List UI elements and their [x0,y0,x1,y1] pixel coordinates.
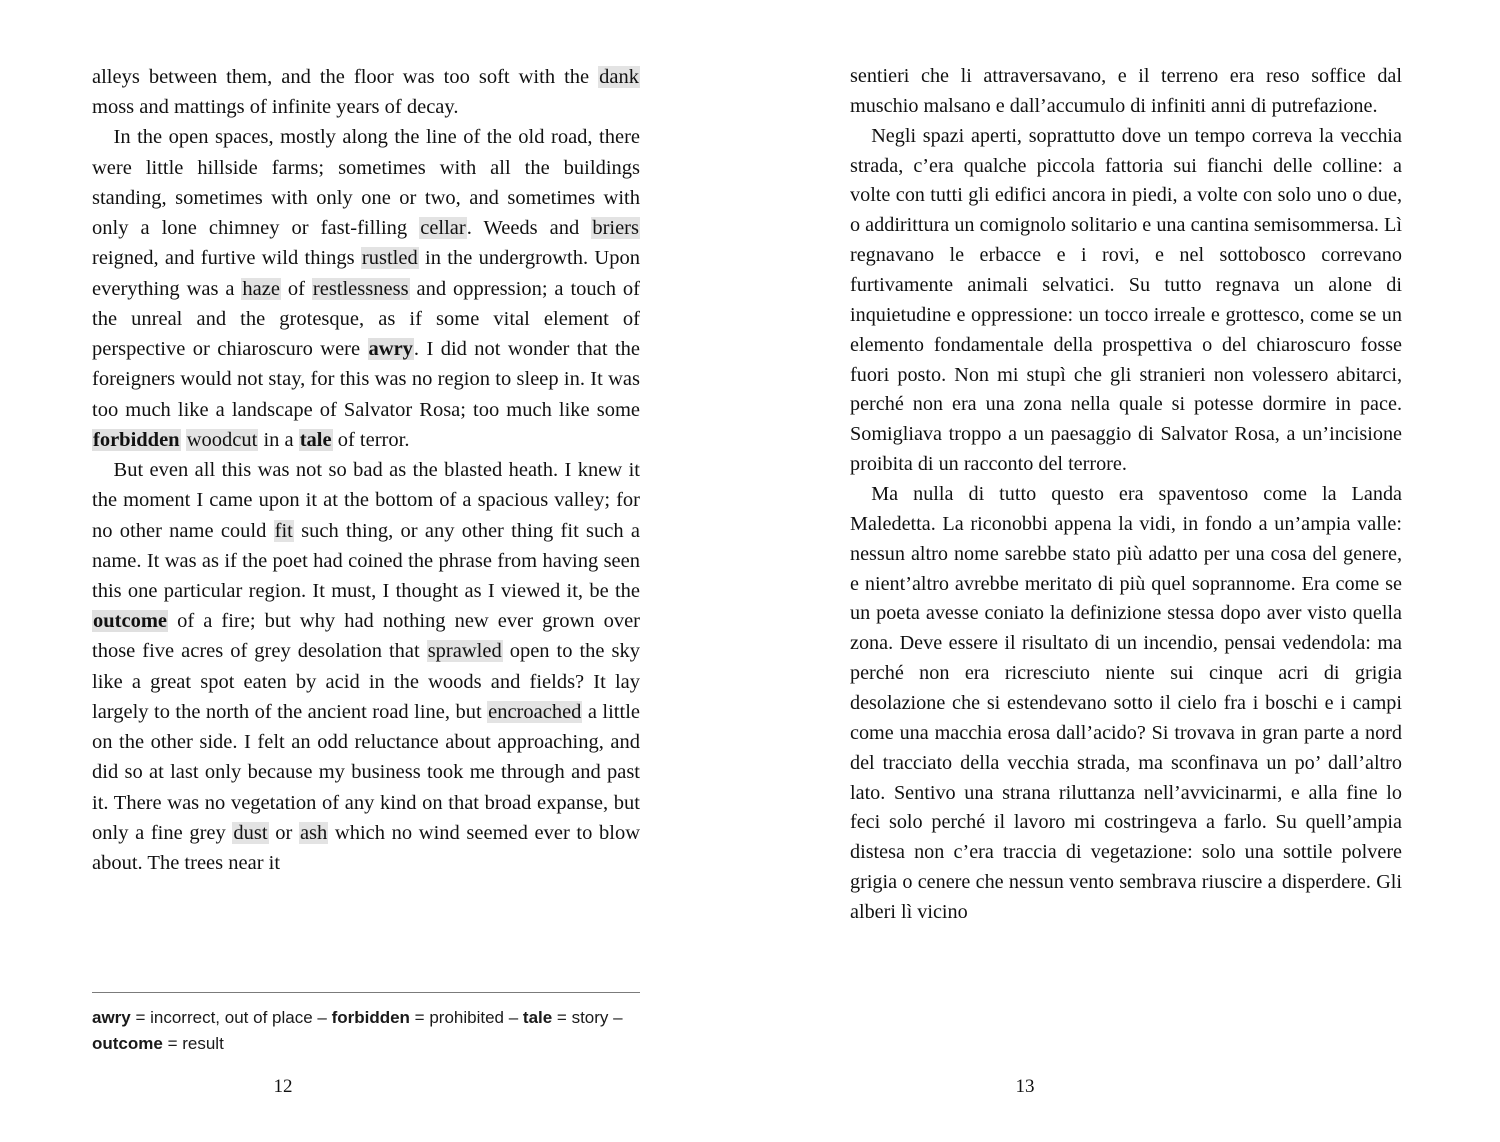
vocabulary-highlight: haze [242,277,280,300]
vocabulary-highlight: sprawled [427,640,502,663]
glossary-term: awry [92,1008,131,1027]
glossary-term: forbidden [331,1008,410,1027]
vocabulary-highlight: ash [299,821,328,844]
vocabulary-highlight: woodcut [186,428,258,451]
vocabulary-highlight: encroached [488,700,582,723]
paragraph: alleys between them, and the floor was too soft with the dank moss and mattings of infinite years of decay. [92,66,639,119]
vocabulary-highlight: briers [592,217,639,240]
vocabulary-highlight: dust [233,821,268,844]
glossary-definition: = prohibited – [409,1008,523,1027]
left-page-body [92,62,640,878]
paragraph: In the open spaces, mostly along the line of the old road, there were little hillside farms; sometimes with all the buildings standing, sometimes with only one or two, and sometimes with only a lone chimney or fast-filling cellar. Weeds and briers reigned, and furtive wild things rustled in the undergrowth. Upon everything was a haze of restlessness and oppression; a touch of the unreal and the grotesque, as if some vital element of perspective or chiaroscuro were awry. I did not wonder that the foreigners would not stay, for this was no region to sleep in. It was too much like a landscape of Salvator Rosa; too much like some forbidden woodcut in a tale of terror. [92,126,640,451]
vocabulary-highlight: cellar [420,217,466,240]
glossary-term-highlight: awry [368,338,413,361]
page-number-right: 13 [1015,1076,1035,1097]
glossary-term: outcome [92,1034,163,1054]
paragraph: But even all this was not so bad as the blasted heath. I knew it the moment I came upon it at the bottom of a spacious valley; for no other name could fit such thing, or any other thing fit such a name. It was as if the poet had coined the phrase from having seen this one particular region. It must, I thought as I viewed it, be the outcome of a fire; but why had nothing new ever grown over those five acres of grey desolation that sprawled open to the sky like a great spot eaten by acid in the woods and fields? It lay largely to the north of the ancient road line, but encroached a little on the other side. I felt an odd reluctance about approaching, and did so at last only because my business took me through and past it. There was no vegetation of any kind on that broad expanse, but only a fine grey dust or ash which no wind seemed ever to blow about. The trees near it [92,459,641,875]
page-number-left: 12 [273,1076,293,1097]
right-page-body [850,62,1402,928]
glossary-term: tale [522,1008,553,1027]
glossary-entries [92,1008,623,1053]
paragraph: Ma nulla di tutto questo era spaventoso come la Landa Maledetta. La riconobbi appena la vidi, in fondo a un’ampia valle: nessun altro nome sarebbe stato più adatto per una cosa del genere, e nient’altro avrebbe meritato di più quel soprannome. Era come se un poeta avesse coniato la definizione stessa dopo aver visto quella zona. Deve essere il risultato di un incendio, pensai vedendola: ma perché non era ricresciuto niente sui cinque acri di grigia desolazione che si estendevano sotto il cielo fra i boschi e i campi come una macchia erosa dall’acido? Si trovava in gran parte a nord del tracciato della vecchia strada, ma sconfinava un po’ dall’altro lato. Sentivo una strana riluttanza nell’avvicinarmi, e alla fine lo feci solo perché il lavoro mi costringeva a farlo. Su quell’ampia distesa non c’era traccia di vegetazione: solo una sottile polvere grigia o cenere che nessun vento sembrava riuscire a disperdere. Gli alberi lì vicino [850,483,1402,924]
glossary-term-highlight: outcome [93,610,168,633]
glossary-definition: = incorrect, out of place – [130,1008,332,1027]
page-right [750,0,1500,1142]
glossary-definition: = result [162,1034,224,1054]
glossary-definition: = story – [552,1008,623,1027]
glossary-term-highlight: forbidden [93,428,180,451]
paragraph: sentieri che li attraversavano, e il terreno era reso soffice dal muschio malsano e dall’accumulo di infiniti anni di putrefazione. [850,65,1402,117]
vocabulary-highlight: dank [599,66,639,88]
glossary-term-highlight: tale [299,428,332,451]
paragraph: Negli spazi aperti, soprattutto dove un tempo correva la vecchia strada, c’era qualche piccola fattoria sui fianchi delle colline: a volte con tutti gli edifici ancora in piedi, a volte con solo uno o due, o addirittura un comignolo solitario e una cantina semisommersa. Lì regnavano le erbacce e i rovi, e nel sottobosco correvano furtivamente animali selvatici. Su tutto regnava un alone di inquietudine e oppressione: un tocco irreale e grottesco, come se un elemento fondamentale della prospettiva o del chiaroscuro fosse fuori posto. Non mi stupì che gli stranieri non volessero abitarci, perché non era una zona nella quale si potesse dormire in pace. Somigliava troppo a un paesaggio di Salvator Rosa, a un’incisione proibita di un racconto del terrore. [850,124,1402,476]
vocabulary-highlight: rustled [361,247,418,270]
vocabulary-highlight: fit [274,519,293,542]
glossary-footnote [92,992,640,1058]
vocabulary-highlight: restlessness [312,277,409,300]
